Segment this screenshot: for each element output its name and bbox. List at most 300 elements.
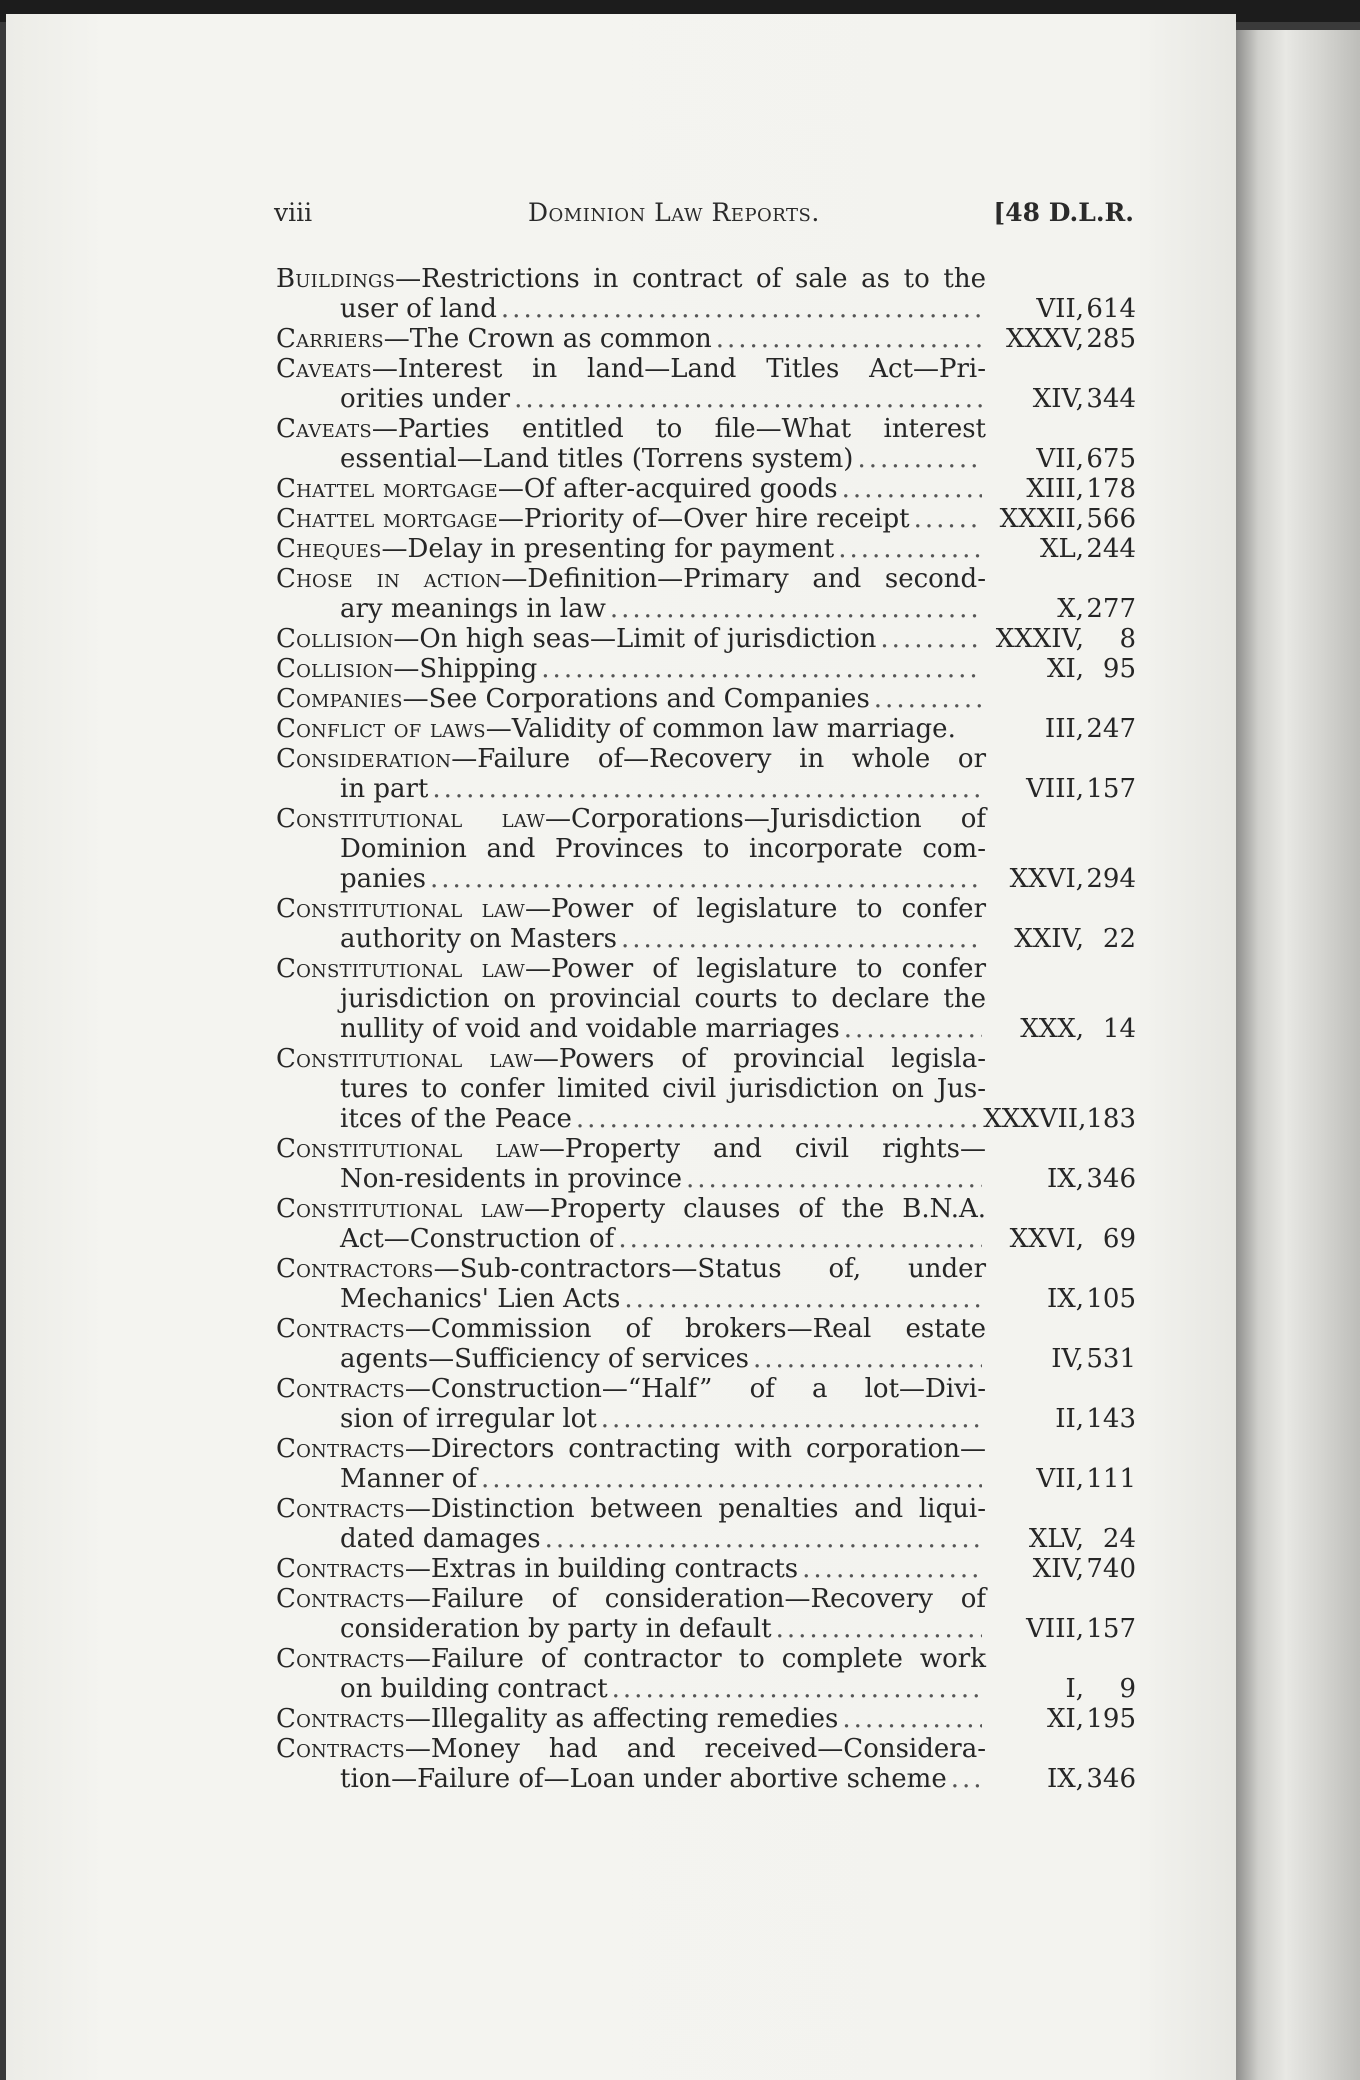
citation-volume: II, <box>1055 1404 1084 1434</box>
dot-leader <box>430 864 982 894</box>
entry-line <box>276 564 1136 594</box>
citation <box>986 654 1136 684</box>
entry-text <box>276 684 870 714</box>
entry-heading: Carriers <box>276 324 384 354</box>
citation <box>986 324 1136 354</box>
citation-page: 14 <box>1102 1014 1136 1044</box>
index-entry <box>276 894 1136 954</box>
citation-volume: XXIV, <box>1014 924 1084 954</box>
entry-subject: —Illegality as affecting remedies <box>404 1704 839 1734</box>
entry-line <box>276 1074 1136 1104</box>
dot-leader <box>612 1674 982 1704</box>
entry-heading: Chattel mortgage <box>276 474 498 504</box>
citation <box>986 624 1136 654</box>
entry-last-line <box>276 294 1136 324</box>
dot-leader <box>802 1554 982 1584</box>
entry-heading: Contracts <box>276 1644 405 1674</box>
entry-text <box>276 474 838 504</box>
citation <box>986 1614 1136 1644</box>
entry-subject: —Delay in presenting for payment <box>381 534 835 564</box>
entry-heading: Constitutional law <box>276 1134 539 1164</box>
dot-leader <box>621 924 982 954</box>
entry-text <box>276 354 986 384</box>
dot-leader <box>842 1704 982 1734</box>
citation-volume: VII, <box>1036 444 1084 474</box>
index-entry <box>276 1734 1136 1794</box>
entry-text <box>276 504 910 534</box>
citation-volume: VIII, <box>1026 1614 1084 1644</box>
citation-volume: XXVI, <box>1009 1224 1084 1254</box>
citation <box>986 1014 1136 1044</box>
entry-last-line <box>276 1284 1136 1314</box>
entry-line <box>276 1134 1136 1164</box>
entry-last-line <box>276 504 1136 534</box>
citation-page: 195 <box>1086 1704 1136 1734</box>
entry-last-line <box>276 534 1136 564</box>
dot-leader <box>624 1284 982 1314</box>
entry-text <box>276 1554 798 1584</box>
dot-leader <box>857 444 982 474</box>
entry-text <box>276 564 986 594</box>
dot-leader <box>951 1764 982 1794</box>
index-entry <box>276 564 1136 624</box>
citation-page: 675 <box>1086 444 1136 474</box>
entry-line <box>276 1254 1136 1284</box>
entry-text: Act—Construction of <box>340 1224 615 1254</box>
citation <box>986 1524 1136 1554</box>
entry-line <box>276 1194 1136 1224</box>
entry-text: nullity of void and voidable marriages <box>340 1014 840 1044</box>
citation-volume: VII, <box>1036 1464 1084 1494</box>
citation-volume: XIV, <box>1032 384 1084 414</box>
dot-leader <box>914 504 982 534</box>
entry-heading: Contracts <box>276 1734 405 1764</box>
entry-last-line <box>276 474 1136 504</box>
entry-line <box>276 894 1136 924</box>
page-header <box>274 198 1134 238</box>
entry-text <box>276 954 986 984</box>
index-entry <box>276 1254 1136 1314</box>
citation <box>986 714 1136 744</box>
entry-subject: —Definition—Primary and second- <box>501 564 986 594</box>
entry-last-line <box>276 1344 1136 1374</box>
entry-subject: —Extras in building contracts <box>404 1554 799 1584</box>
citation-volume: I, <box>1065 1674 1084 1704</box>
entry-subject: —Directors contracting with corporation— <box>404 1434 986 1464</box>
citation-page: 143 <box>1086 1404 1136 1434</box>
dot-leader <box>576 1104 982 1134</box>
entry-subject: —The Crown as common <box>383 324 712 354</box>
citation <box>986 1764 1136 1794</box>
entry-text: agents—Sufficiency of services <box>340 1344 749 1374</box>
citation-page: 178 <box>1086 474 1136 504</box>
entry-text <box>276 804 986 834</box>
dot-leader <box>716 324 982 354</box>
running-title: Dominion Law Reports. <box>528 198 820 227</box>
entry-last-line <box>276 714 1136 744</box>
citation <box>986 1164 1136 1194</box>
entry-heading: Collision <box>276 654 394 684</box>
entry-text: user of land <box>340 294 497 324</box>
volume-reference: [48 D.L.R. <box>993 198 1134 227</box>
entry-text: tures to confer limited civil jurisdiction on Jus- <box>340 1074 986 1104</box>
entry-text: itces of the Peace <box>340 1104 572 1134</box>
entry-line <box>276 414 1136 444</box>
citation-volume: XIII, <box>1026 474 1084 504</box>
entry-subject: —On high seas—Limit of jurisdiction <box>393 624 877 654</box>
entry-line <box>276 354 1136 384</box>
entry-line <box>276 744 1136 774</box>
entry-last-line <box>276 1554 1136 1584</box>
citation <box>986 1554 1136 1584</box>
citation-volume: IX, <box>1046 1764 1084 1794</box>
entry-line <box>276 264 1136 294</box>
citation-volume: XL, <box>1039 534 1084 564</box>
index-entry <box>276 1644 1136 1704</box>
entry-heading: Cheques <box>276 534 382 564</box>
entry-last-line <box>276 774 1136 804</box>
citation-volume: XLV, <box>1028 1524 1084 1554</box>
entry-subject: —Shipping <box>393 654 538 684</box>
entry-last-line <box>276 1674 1136 1704</box>
entry-heading: Contracts <box>276 1554 405 1584</box>
entry-heading: Caveats <box>276 414 372 444</box>
entry-subject: —Property clauses of the B.N.A. <box>523 1194 987 1224</box>
citation-volume: XIV, <box>1032 1554 1084 1584</box>
entry-text <box>276 654 537 684</box>
entry-subject: —Sub-contractors—Status of, under <box>433 1254 986 1284</box>
index-entry <box>276 1704 1136 1734</box>
entry-text <box>276 324 712 354</box>
entry-subject: —Corporations—Jurisdiction of <box>545 804 986 834</box>
entry-heading: Contracts <box>276 1704 405 1734</box>
index-entry <box>276 804 1136 894</box>
citation-volume: VII, <box>1036 294 1084 324</box>
citation-page: 346 <box>1086 1164 1136 1194</box>
index-entry <box>276 1044 1136 1134</box>
entry-line <box>276 1584 1136 1614</box>
citation <box>986 1464 1136 1494</box>
entry-text <box>276 1134 986 1164</box>
citation <box>986 594 1136 624</box>
entry-last-line <box>276 1224 1136 1254</box>
entry-heading: Constitutional law <box>276 954 525 984</box>
entry-subject: —Failure of—Recovery in whole or <box>451 744 986 774</box>
entry-subject: —Validity of common law marriage. <box>485 714 956 744</box>
entry-subject: —Construction—“Half” of a lot—Divi- <box>404 1374 986 1404</box>
citation-volume: XXX, <box>1020 1014 1084 1044</box>
entry-text <box>276 1584 986 1614</box>
citation-page: 244 <box>1086 534 1136 564</box>
entry-heading: Contracts <box>276 1374 405 1404</box>
entry-subject: —Interest in land—Land Titles Act—Pri- <box>371 354 986 384</box>
dot-leader <box>501 294 982 324</box>
citation-volume: IX, <box>1046 1164 1084 1194</box>
citation-page: 8 <box>1119 624 1136 654</box>
entry-text: in part <box>340 774 429 804</box>
entry-text: jurisdiction on provincial courts to declare the <box>340 984 986 1014</box>
entry-last-line <box>276 1104 1136 1134</box>
dot-leader <box>481 1464 982 1494</box>
dot-leader <box>432 774 982 804</box>
entry-text <box>276 1194 986 1224</box>
dot-leader <box>618 1224 982 1254</box>
entry-last-line <box>276 924 1136 954</box>
citation-page: 247 <box>1086 714 1136 744</box>
entry-last-line <box>276 1464 1136 1494</box>
entry-heading: Contractors <box>276 1254 434 1284</box>
entry-subject: —Money had and received—Considera- <box>404 1734 986 1764</box>
citation-page: 105 <box>1086 1284 1136 1314</box>
index-entry <box>276 474 1136 504</box>
entry-text: dated damages <box>340 1524 541 1554</box>
entry-heading: Chattel mortgage <box>276 504 498 534</box>
entry-last-line <box>276 594 1136 624</box>
entry-text: Non-residents in province <box>340 1164 682 1194</box>
entry-text <box>276 1044 986 1074</box>
citation <box>986 1674 1136 1704</box>
entry-text: authority on Masters <box>340 924 617 954</box>
citation <box>986 474 1136 504</box>
citation <box>986 864 1136 894</box>
entry-text: essential—Land titles (Torrens system) <box>340 444 854 474</box>
citation-page: 294 <box>1086 864 1136 894</box>
citation-page: 566 <box>1086 504 1136 534</box>
citation <box>986 534 1136 564</box>
entry-last-line <box>276 1524 1136 1554</box>
citation-volume: XXVI, <box>1009 864 1084 894</box>
citation <box>986 294 1136 324</box>
index-entry <box>276 684 1136 714</box>
citation-volume: XXXIV, <box>995 624 1084 654</box>
citation-volume: XXXVII, <box>983 1104 1087 1134</box>
entry-last-line <box>276 624 1136 654</box>
entry-line <box>276 1314 1136 1344</box>
citation-page: 285 <box>1086 324 1136 354</box>
entry-text: panies <box>340 864 426 894</box>
entry-subject: —Of after-acquired goods <box>497 474 838 504</box>
index-entry <box>276 1194 1136 1254</box>
entry-text: Manner of <box>340 1464 477 1494</box>
citation-volume: XXXII, <box>999 504 1084 534</box>
entry-subject: —Failure of consideration—Recovery of <box>404 1584 986 1614</box>
entry-text: ary meanings in law <box>340 594 606 624</box>
citation-page: 531 <box>1086 1344 1136 1374</box>
entry-text <box>276 1434 986 1464</box>
entry-subject: —Property and civil rights— <box>538 1134 987 1164</box>
citation-page: 344 <box>1086 384 1136 414</box>
citation-page: 740 <box>1086 1554 1136 1584</box>
entry-subject: —Parties entitled to file—What interest <box>371 414 986 444</box>
index-entry <box>276 624 1136 654</box>
entry-heading: Consideration <box>276 744 452 774</box>
entry-last-line <box>276 864 1136 894</box>
entry-last-line <box>276 324 1136 354</box>
entry-subject: —Commission of brokers—Real estate <box>404 1314 986 1344</box>
entry-subject: —Priority of—Over hire receipt <box>497 504 910 534</box>
citation <box>986 1704 1136 1734</box>
entry-heading: Contracts <box>276 1314 405 1344</box>
entry-subject: —Power of legislature to confer <box>524 954 986 984</box>
entry-last-line <box>276 1614 1136 1644</box>
entry-line <box>276 1374 1136 1404</box>
entry-line <box>276 1734 1136 1764</box>
entry-subject: —Restrictions in contract of sale as to the <box>395 264 986 294</box>
dot-leader <box>844 1014 982 1044</box>
entry-heading: Constitutional law <box>276 804 545 834</box>
index-entry <box>276 1374 1136 1434</box>
entry-line <box>276 1434 1136 1464</box>
entry-text: on building contract <box>340 1674 608 1704</box>
index-entry <box>276 264 1136 324</box>
entry-text <box>276 744 986 774</box>
index-entry <box>276 414 1136 474</box>
dot-leader <box>880 624 982 654</box>
entry-last-line <box>276 1764 1136 1794</box>
entry-text <box>276 1374 986 1404</box>
entry-last-line <box>276 684 1136 714</box>
citation <box>986 924 1136 954</box>
page-folio: viii <box>274 198 313 227</box>
entry-subject: —Failure of contractor to complete work <box>404 1644 986 1674</box>
entry-heading: Contracts <box>276 1434 405 1464</box>
index-entry <box>276 1134 1136 1194</box>
citation <box>986 1224 1136 1254</box>
citation-volume: VIII, <box>1026 774 1084 804</box>
entry-last-line <box>276 384 1136 414</box>
index-entry <box>276 1494 1136 1554</box>
citation-page: 157 <box>1086 1614 1136 1644</box>
citation-page: 183 <box>1086 1104 1136 1134</box>
entry-text: orities under <box>340 384 511 414</box>
citation <box>986 1344 1136 1374</box>
entry-text <box>276 714 956 744</box>
dot-leader <box>842 474 982 504</box>
index-entry <box>276 744 1136 804</box>
citation-page: 9 <box>1119 1674 1136 1704</box>
entry-heading: Conflict of laws <box>276 714 486 744</box>
entry-last-line <box>276 1014 1136 1044</box>
entry-text <box>276 624 876 654</box>
citation-volume: IX, <box>1046 1284 1084 1314</box>
entry-text <box>276 414 986 444</box>
citation-volume: XI, <box>1046 654 1084 684</box>
entry-last-line <box>276 1704 1136 1734</box>
entry-line <box>276 1044 1136 1074</box>
entry-text: Mechanics' Lien Acts <box>340 1284 621 1314</box>
index-entry <box>276 1554 1136 1584</box>
dot-leader <box>838 534 982 564</box>
citation <box>986 1404 1136 1434</box>
entry-heading: Contracts <box>276 1494 405 1524</box>
entry-heading: Buildings <box>276 264 396 294</box>
index-entry <box>276 504 1136 534</box>
citation <box>986 504 1136 534</box>
dot-leader <box>514 384 982 414</box>
citation-volume: III, <box>1044 714 1084 744</box>
index-entry <box>276 714 1136 744</box>
entry-last-line <box>276 1164 1136 1194</box>
citation-page: 22 <box>1102 924 1136 954</box>
citation-volume: XXXV, <box>1005 324 1084 354</box>
dot-leader <box>753 1344 982 1374</box>
entry-heading: Constitutional law <box>276 1194 524 1224</box>
dot-leader <box>686 1164 982 1194</box>
citation <box>986 384 1136 414</box>
entry-text: Dominion and Provinces to incorporate com- <box>340 834 986 864</box>
entry-heading: Companies <box>276 684 403 714</box>
citation-page: 157 <box>1086 774 1136 804</box>
entry-last-line <box>276 444 1136 474</box>
citation-page: 95 <box>1102 654 1136 684</box>
index-entry <box>276 1314 1136 1374</box>
citation <box>986 774 1136 804</box>
entry-text: sion of irregular lot <box>340 1404 597 1434</box>
citation-page: 24 <box>1102 1524 1136 1554</box>
entry-last-line <box>276 1404 1136 1434</box>
index-entry <box>276 1434 1136 1494</box>
entry-text <box>276 1644 986 1674</box>
index-entry <box>276 954 1136 1044</box>
entry-line <box>276 1644 1136 1674</box>
entry-heading: Collision <box>276 624 394 654</box>
entry-heading: Caveats <box>276 354 372 384</box>
entry-line <box>276 1494 1136 1524</box>
entry-line <box>276 834 1136 864</box>
entry-last-line <box>276 654 1136 684</box>
citation <box>986 444 1136 474</box>
page-edge-shadow <box>1236 30 1360 2080</box>
dot-leader <box>541 654 982 684</box>
dot-leader <box>601 1404 982 1434</box>
entry-text <box>276 534 834 564</box>
entry-line <box>276 804 1136 834</box>
index-entry <box>276 354 1136 414</box>
entry-heading: Chose in action <box>276 564 502 594</box>
entry-subject: —Power of legislature to confer <box>524 894 986 924</box>
entry-text: tion—Failure of—Loan under abortive scheme <box>340 1764 947 1794</box>
dot-leader <box>610 594 982 624</box>
citation-volume: XI, <box>1046 1704 1084 1734</box>
index-entry <box>276 324 1136 354</box>
entry-heading: Constitutional law <box>276 1044 533 1074</box>
index-entry <box>276 1584 1136 1644</box>
dot-leader <box>776 1614 982 1644</box>
entry-subject: —See Corporations and Companies <box>402 684 870 714</box>
entry-text <box>276 894 986 924</box>
entry-text <box>276 1704 838 1734</box>
entry-subject: —Distinction between penalties and liqui- <box>404 1494 986 1524</box>
entry-line <box>276 984 1136 1014</box>
entry-subject: —Powers of provincial legisla- <box>532 1044 987 1074</box>
entry-text <box>276 1494 986 1524</box>
citation-page: 346 <box>1086 1764 1136 1794</box>
entry-text <box>276 264 986 294</box>
dot-leader <box>545 1524 982 1554</box>
citation-volume: IV, <box>1051 1344 1084 1374</box>
entry-text <box>276 1254 986 1284</box>
index-entry <box>276 654 1136 684</box>
citation-page: 111 <box>1086 1464 1136 1494</box>
dot-leader <box>874 684 982 714</box>
index-entry <box>276 534 1136 564</box>
citation <box>983 1104 1136 1134</box>
entry-text <box>276 1734 986 1764</box>
citation-page: 277 <box>1086 594 1136 624</box>
citation <box>986 1284 1136 1314</box>
entry-line <box>276 954 1136 984</box>
citation-page: 614 <box>1086 294 1136 324</box>
